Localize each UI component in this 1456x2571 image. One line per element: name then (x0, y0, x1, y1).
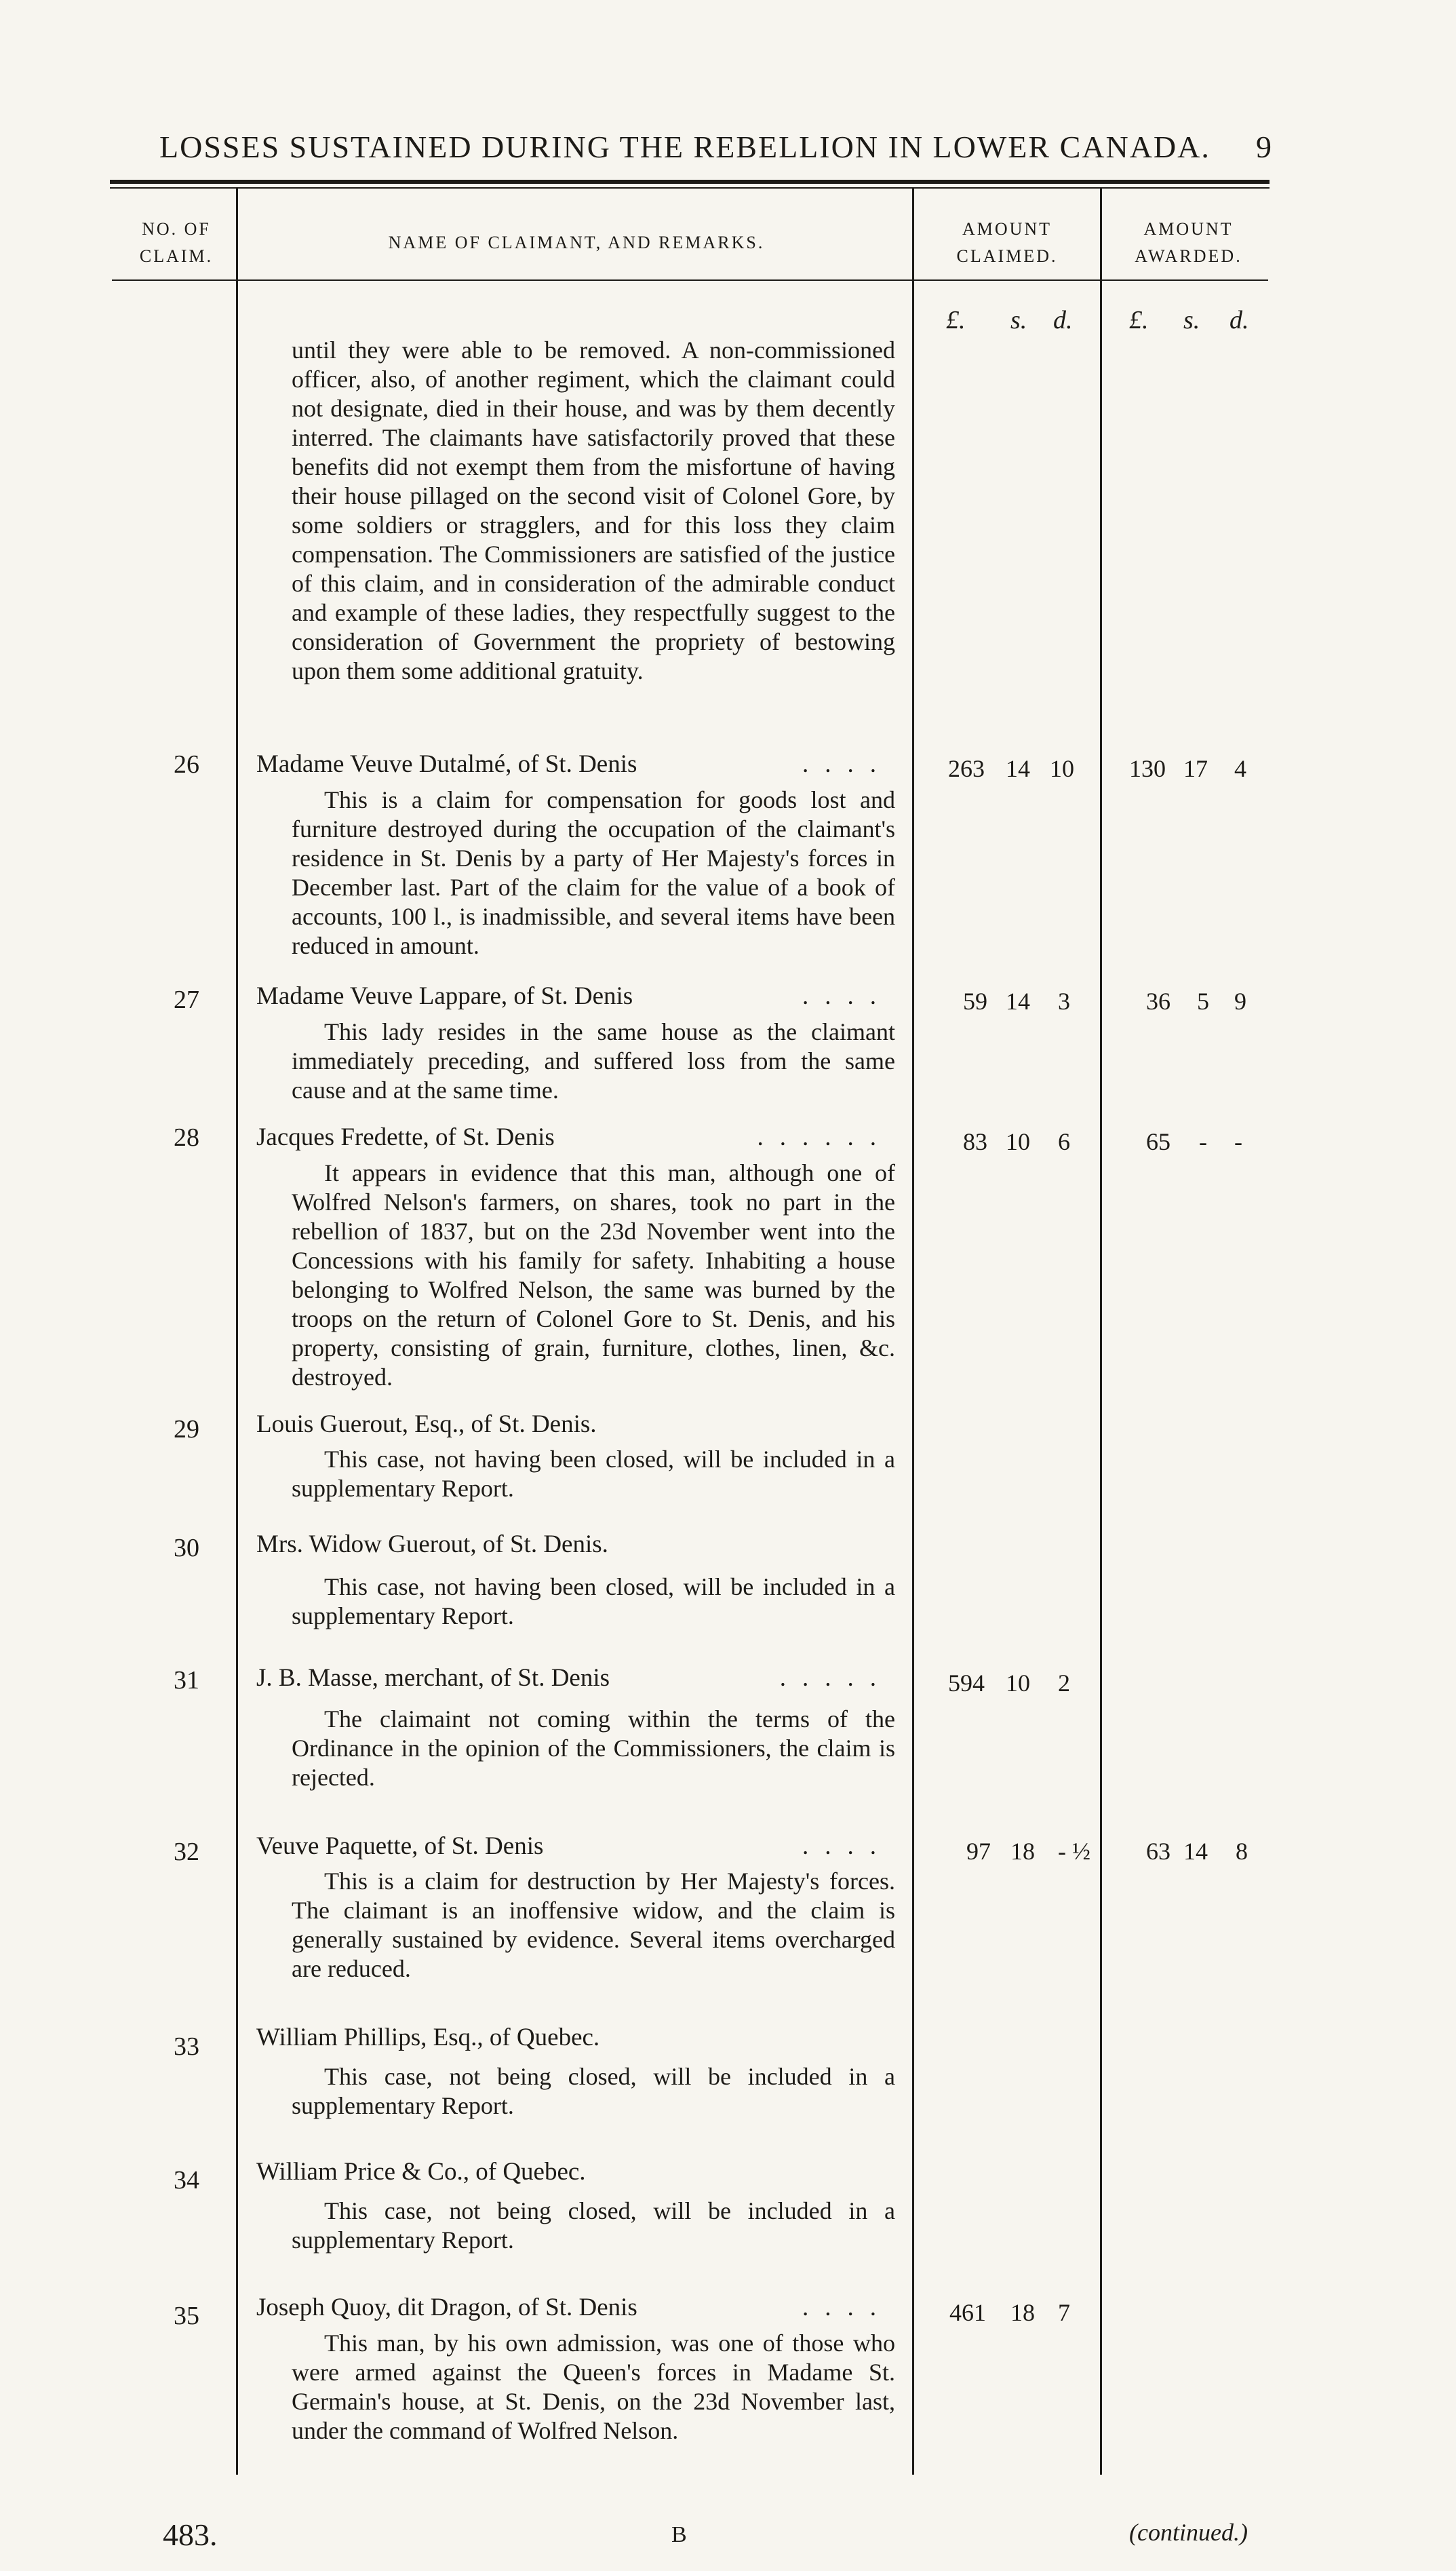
column-header-name: NAME OF CLAIMANT, AND REMARKS. (388, 233, 765, 252)
claimant-text: J. B. Masse, merchant, of St. Denis (256, 1664, 610, 1692)
claimed-pounds: 59 (963, 988, 987, 1015)
claim-number: 26 (174, 750, 199, 779)
claim-remarks: The claimaint not coming within the terms of the Ordinance in the opinion of the Commissioners, the claim is rejected. (292, 1705, 895, 1791)
column-divider (236, 189, 238, 2475)
footer-document-number: 483. (163, 2517, 218, 2552)
column-divider (912, 189, 914, 2475)
column-header-claimed-line1: AMOUNT (962, 219, 1052, 239)
claim-number: 35 (174, 2302, 199, 2330)
claim-number: 31 (174, 1666, 199, 1695)
claimant-name: William Phillips, Esq., of Quebec. (256, 2024, 600, 2051)
column-header-awarded (1105, 216, 1272, 270)
claimed-shillings: 14 (1006, 755, 1030, 782)
claim-remarks: This case, not being closed, will be included in a supplementary Report. (292, 2197, 895, 2254)
awarded-shillings: 17 (1183, 755, 1208, 782)
claimant-name: Madame Veuve Dutalmé, of St. Denis .... (256, 750, 892, 778)
claimant-name: Madame Veuve Lappare, of St. Denis .... (256, 982, 892, 1010)
claimant-text: Madame Veuve Lappare, of St. Denis (256, 982, 633, 1010)
claimed-pence: 7 (1058, 2299, 1070, 2326)
claim-number: 30 (174, 1534, 199, 1562)
column-header-no-line1: NO. OF (142, 219, 211, 239)
claimed-shillings: 10 (1006, 1669, 1030, 1697)
claim-number: 27 (174, 986, 199, 1014)
claimed-shillings: 18 (1010, 2299, 1035, 2326)
claimant-name: J. B. Masse, merchant, of St. Denis ..... (256, 1664, 892, 1692)
claimed-pence: 6 (1058, 1128, 1070, 1155)
claimed-shillings-head: s. (1010, 306, 1027, 334)
column-divider (1100, 189, 1102, 2475)
claimed-pounds: 461 (949, 2299, 986, 2326)
claim-remarks: This case, not having been closed, will be included in a supplementary Report. (292, 1573, 895, 1629)
claimant-name: Louis Guerout, Esq., of St. Denis. (256, 1410, 597, 1438)
claimed-pounds: 83 (963, 1128, 987, 1155)
page-header (159, 123, 1272, 171)
claimed-pounds: 594 (948, 1669, 985, 1697)
awarded-pounds: 63 (1146, 1838, 1170, 1865)
claimed-pence-head: d. (1053, 306, 1073, 334)
claimant-name: Veuve Paquette, of St. Denis .... (256, 1832, 892, 1860)
claim-remarks: This is a claim for compensation for goods lost and furniture destroyed during the occupation of the claimant's residence in St. Denis by a party of Her Majesty's forces in December last. Part of the claim for the value of a book of accounts, 100 l., is inadmissible, and several items have been reduced in amount. (292, 786, 895, 959)
claimant-text: Jacques Fredette, of St. Denis (256, 1123, 555, 1151)
awarded-pounds: 65 (1146, 1128, 1170, 1155)
column-header-no-line2: CLAIM. (139, 246, 214, 266)
column-header-awarded-line1: AMOUNT (1143, 219, 1234, 239)
claimant-name: Joseph Quoy, dit Dragon, of St. Denis .... (256, 2294, 892, 2321)
column-header-no (122, 216, 231, 270)
awarded-shillings: 14 (1183, 1838, 1208, 1865)
column-header-claimed (922, 216, 1092, 270)
continuation-paragraph: until they were able to be removed. A non-commissioned officer, also, of another regiment, which the claimant could not designate, died in their house, and was by them decently interred. The claimants have satisfactorily proved that these benefits did not exempt them from the misfortune of having their house pillaged on the second visit of Colonel Gore, by some soldiers or stragglers, and for this loss they claim compensation. The Commissioners are satisfied of the justice of this claim, and in consideration of the admirable conduct and example of these ladies, they respectfully suggest to the consideration of Government the propriety of bestowing upon them some additional gratuity. (292, 336, 895, 684)
claim-remarks: This case, not having been closed, will be included in a supplementary Report. (292, 1446, 895, 1502)
claimed-pounds: 97 (966, 1838, 991, 1865)
claim-number: 32 (174, 1838, 199, 1866)
awarded-pounds: 36 (1146, 988, 1170, 1015)
claim-number: 29 (174, 1415, 199, 1444)
column-header-claimed-line2: CLAIMED. (956, 246, 1058, 266)
claim-remarks: This is a claim for destruction by Her Majesty's forces. The claimant is an inoffensive widow, and the claim is generally sustained by evidence. Several items overcharged are reduced. (292, 1868, 895, 1982)
awarded-shillings: - (1199, 1128, 1207, 1155)
claimant-name: Mrs. Widow Guerout, of St. Denis. (256, 1530, 608, 1558)
awarded-pence: - (1234, 1128, 1242, 1155)
awarded-pence: 9 (1234, 988, 1246, 1015)
claim-remarks: This case, not being closed, will be included in a supplementary Report. (292, 2063, 895, 2119)
awarded-pence-head: d. (1229, 306, 1249, 334)
column-header-rule (112, 279, 1268, 281)
claimant-name: William Price & Co., of Quebec. (256, 2158, 586, 2186)
awarded-pence: 8 (1236, 1838, 1248, 1865)
footer-signature-mark: B (671, 2522, 687, 2547)
claimed-pence: 10 (1050, 755, 1074, 782)
claimed-pounds: 263 (948, 755, 985, 782)
awarded-shillings: 5 (1197, 988, 1209, 1015)
claimed-shillings: 10 (1006, 1128, 1030, 1155)
claimed-pence: 3 (1058, 988, 1070, 1015)
claim-number: 33 (174, 2032, 199, 2061)
page-title: LOSSES SUSTAINED DURING THE REBELLION IN LOWER CANADA. (159, 130, 1211, 164)
footer-continued: (continued.) (1129, 2519, 1248, 2546)
awarded-pounds-head: £. (1129, 306, 1149, 334)
claimed-pence: 2 (1058, 1669, 1070, 1697)
page-number: 9 (1256, 130, 1272, 164)
awarded-shillings-head: s. (1183, 306, 1200, 334)
header-rule (110, 180, 1270, 184)
claim-remarks: It appears in evidence that this man, although one of Wolfred Nelson's farmers, on shares, took no part in the rebellion of 1837, but on the 23d November went into the Concessions with his family for safety. Inhabiting a house belonging to Wolfred Nelson, the same was burned by the troops on the return of Colonel Gore to St. Denis, and his property, consisting of grain, furniture, clothes, linen, &c. destroyed. (292, 1159, 895, 1391)
claimant-name: Jacques Fredette, of St. Denis ...... (256, 1123, 892, 1151)
claim-number: 28 (174, 1123, 199, 1152)
awarded-pence: 4 (1234, 755, 1246, 782)
header-rule-thin (110, 187, 1270, 189)
claimant-text: Madame Veuve Dutalmé, of St. Denis (256, 750, 637, 778)
claim-number: 34 (174, 2166, 199, 2195)
claimed-pence: - ½ (1058, 1838, 1090, 1865)
claimed-shillings: 18 (1010, 1838, 1035, 1865)
claim-remarks: This lady resides in the same house as the claimant immediately preceding, and suffered loss from the same cause and at the same time. (292, 1018, 895, 1104)
claimant-text: Joseph Quoy, dit Dragon, of St. Denis (256, 2294, 637, 2321)
column-header-awarded-line2: AWARDED. (1135, 246, 1242, 266)
claimed-shillings: 14 (1006, 988, 1030, 1015)
claimant-text: Veuve Paquette, of St. Denis (256, 1832, 544, 1860)
claimed-pounds-head: £. (946, 306, 966, 334)
awarded-pounds: 130 (1129, 755, 1166, 782)
claim-remarks: This man, by his own admission, was one of those who were armed against the Queen's forces in Madame St. Germain's house, at St. Denis, on the 23d November last, under the command of Wolfred Nelson. (292, 2330, 895, 2444)
